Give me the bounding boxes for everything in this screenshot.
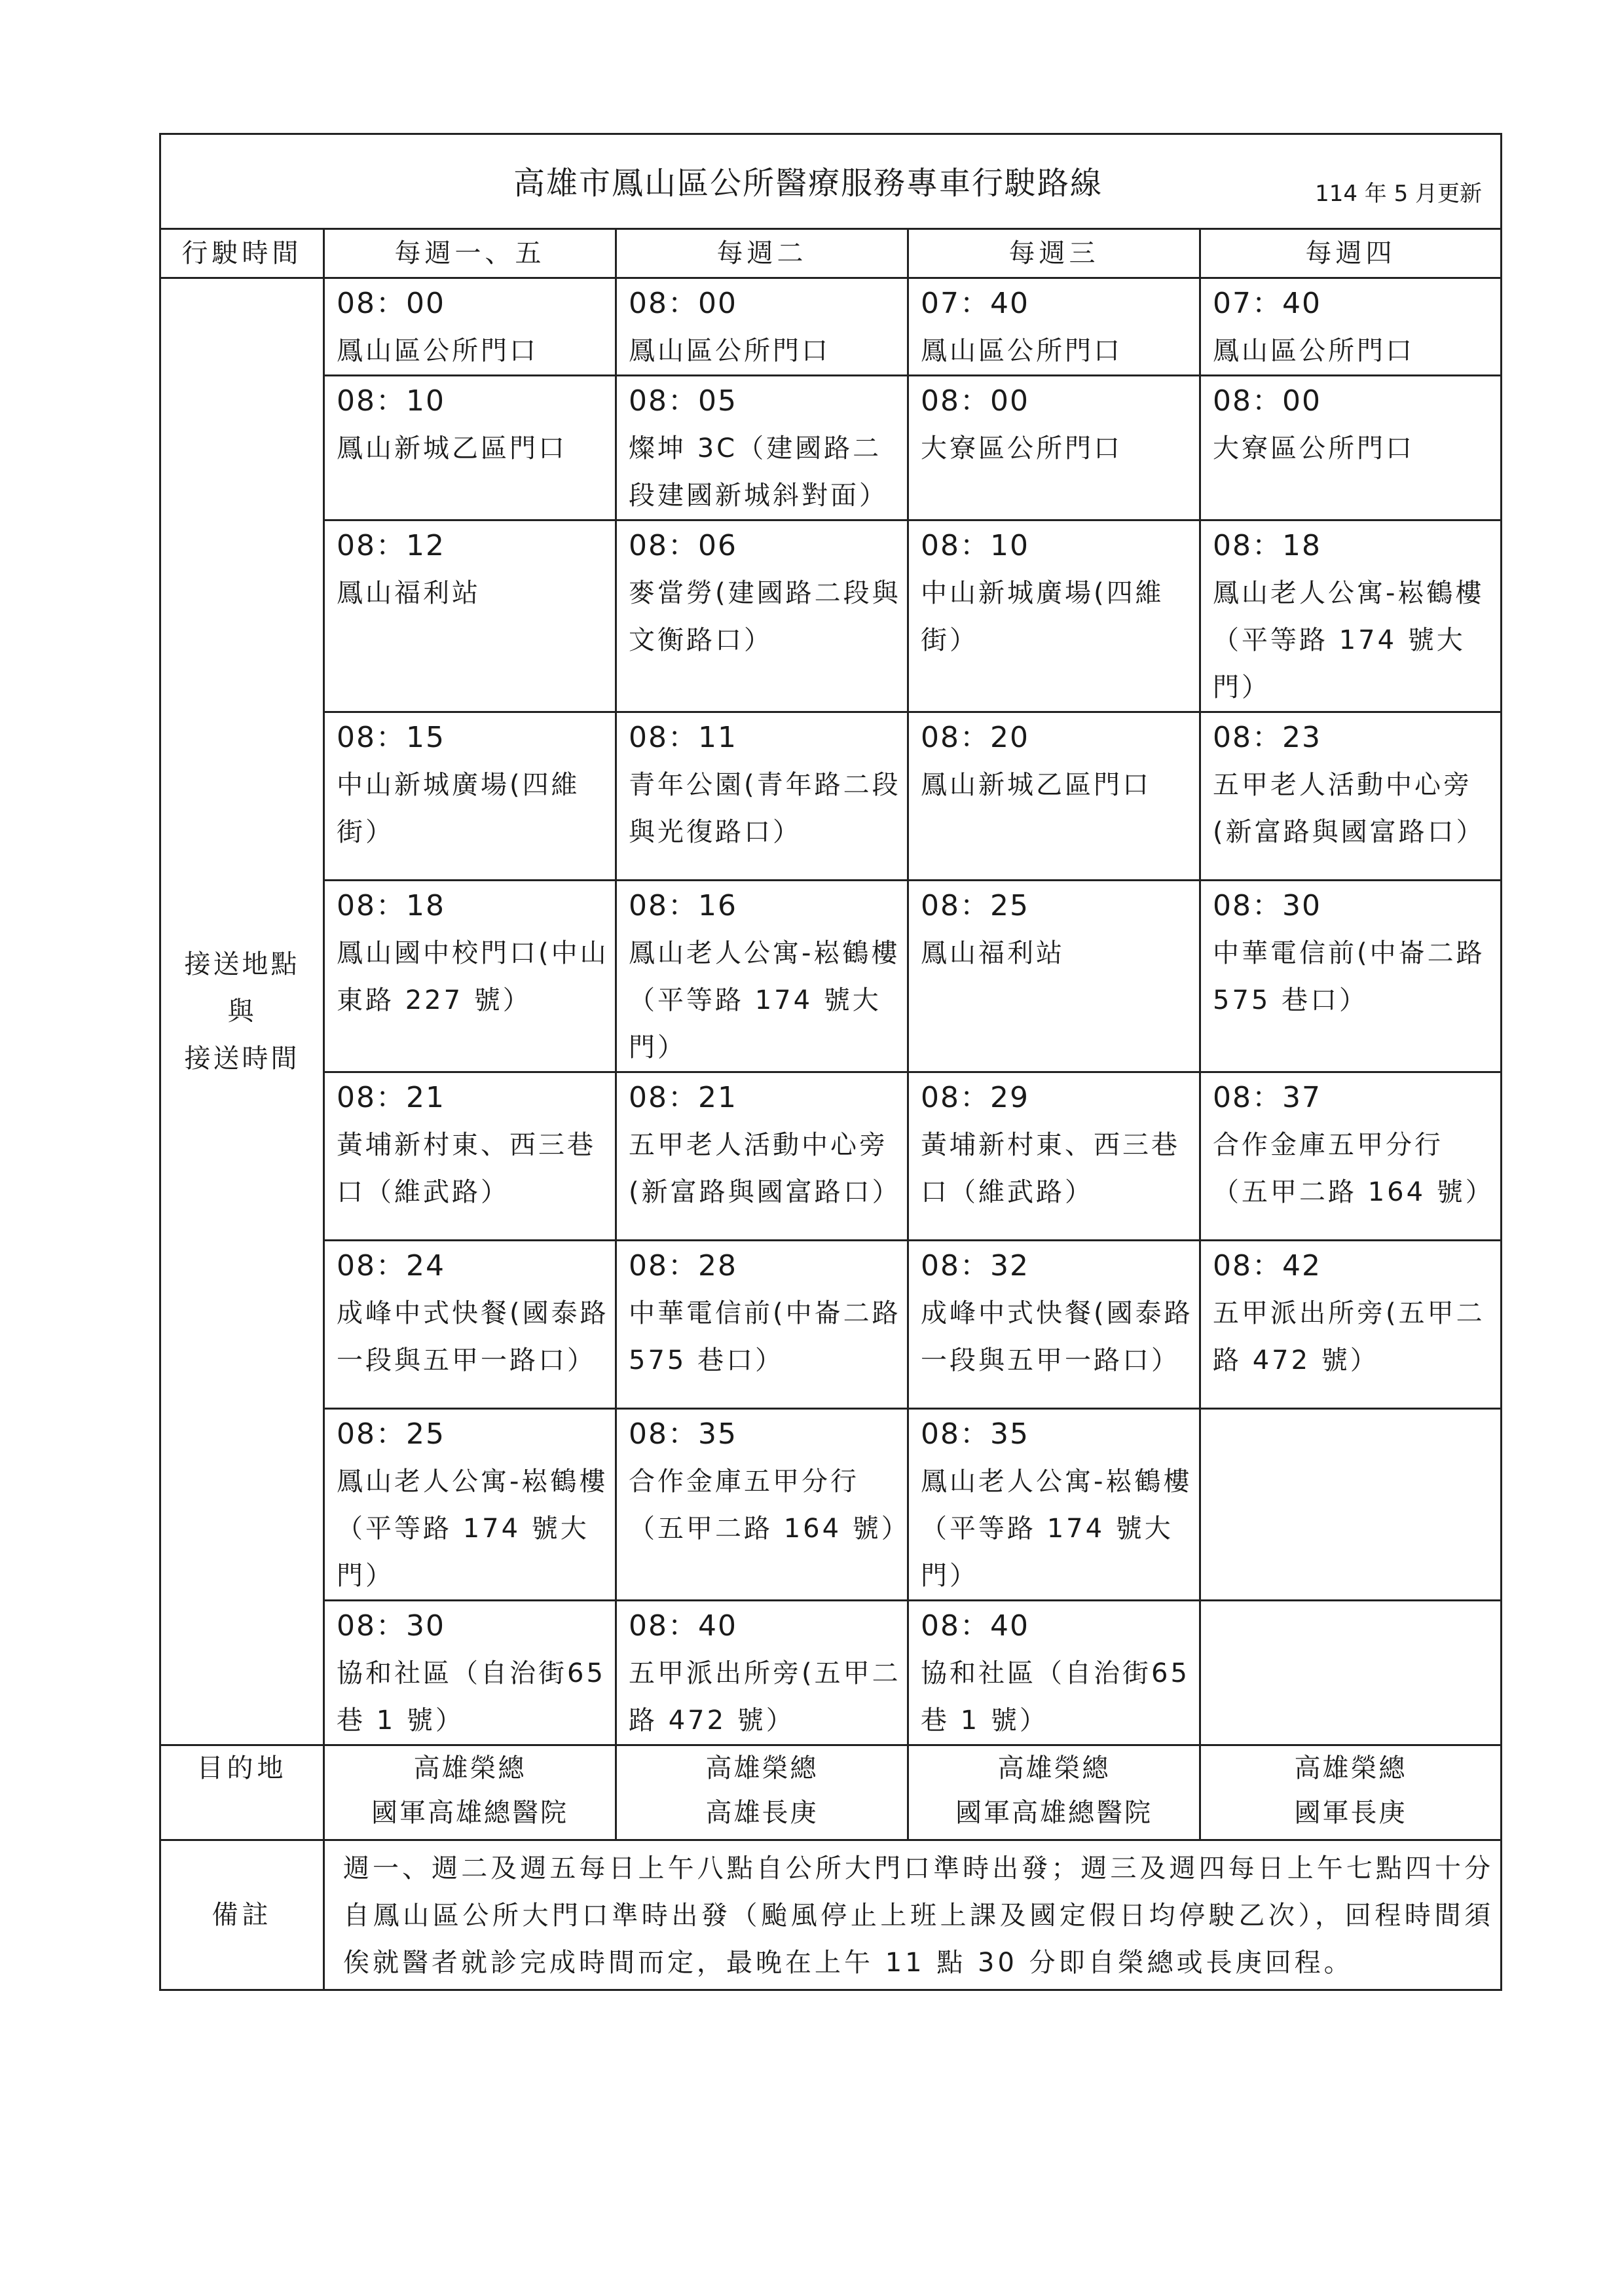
stop-location: 鳳山區公所門口 xyxy=(629,336,830,366)
schedule-row xyxy=(160,1601,1502,1745)
destination-cell-mon-fri xyxy=(324,1745,616,1840)
stop-time: 08：20 xyxy=(921,721,1029,754)
remarks-text: 週一、週二及週五每日上午八點自公所大門口準時出發；週三及週四每日上午七點四十分自鳳山區公所大門口準時出發（颱風停止上班上課及國定假日均停駛乙次），回程時間須俟就醫者就診完成時間而定，最晚在上午 11 點 30 分即自榮總或長庚回程。 xyxy=(324,1840,1502,1990)
stop-time: 08：30 xyxy=(337,1609,445,1643)
schedule-row xyxy=(160,1241,1502,1409)
stop-time: 08：15 xyxy=(337,721,445,754)
stop-location: 鳳山區公所門口 xyxy=(921,336,1122,366)
stop-cell-wed xyxy=(908,1601,1200,1745)
stop-cell-mon-fri xyxy=(324,1241,616,1409)
stop-time: 08：00 xyxy=(1213,384,1321,418)
stop-location: 大寮區公所門口 xyxy=(921,433,1122,464)
destination-cell-wed xyxy=(908,1745,1200,1840)
day-header-tue: 每週二 xyxy=(616,229,908,278)
stop-location: 中華電信前(中崙二路 575 巷口） xyxy=(629,1298,901,1376)
stop-time: 08：11 xyxy=(629,721,737,754)
day-header-thu: 每週四 xyxy=(1200,229,1502,278)
update-date: 114 年 5 月更新 xyxy=(1315,181,1483,207)
stop-cell-mon-fri xyxy=(324,520,616,712)
destination-hospital: 高雄長庚 xyxy=(705,1798,819,1828)
destination-cell-tue xyxy=(616,1745,908,1840)
schedule-row xyxy=(160,881,1502,1072)
schedule-row xyxy=(160,712,1502,881)
stop-cell-mon-fri xyxy=(324,1409,616,1601)
schedule-row xyxy=(160,376,1502,520)
stop-time: 08：18 xyxy=(1213,529,1321,562)
destination-hospital: 國軍高雄總醫院 xyxy=(955,1798,1153,1828)
stop-cell-tue xyxy=(616,520,908,712)
stop-location: 鳳山福利站 xyxy=(337,578,481,608)
stop-cell-thu xyxy=(1200,1072,1502,1241)
stop-cell-thu xyxy=(1200,1241,1502,1409)
stop-location: 五甲派出所旁(五甲二路 472 號） xyxy=(629,1658,901,1736)
stop-time: 07：40 xyxy=(921,287,1029,320)
stop-time: 08：25 xyxy=(337,1417,445,1451)
stop-location: 青年公園(青年路二段與光復路口） xyxy=(629,770,901,847)
stop-time: 08：05 xyxy=(629,384,737,418)
stop-location: 黃埔新村東、西三巷口（維武路） xyxy=(337,1130,596,1207)
stop-cell-mon-fri xyxy=(324,1601,616,1745)
day-header-mon-fri: 每週一、五 xyxy=(324,229,616,278)
stop-time: 08：18 xyxy=(337,889,445,922)
stop-time: 08：16 xyxy=(629,889,737,922)
stop-location: 五甲派出所旁(五甲二路 472 號） xyxy=(1213,1298,1485,1376)
destination-label: 目的地 xyxy=(160,1745,324,1840)
stop-cell-mon-fri xyxy=(324,1072,616,1241)
stop-location: 鳳山老人公寓-崧鶴樓（平等路 174 號大門） xyxy=(1213,578,1485,702)
stop-location: 中華電信前(中崙二路 575 巷口） xyxy=(1213,938,1485,1015)
stop-location: 鳳山老人公寓-崧鶴樓（平等路 174 號大門） xyxy=(921,1467,1192,1591)
stop-cell-tue xyxy=(616,1409,908,1601)
destination-hospital: 國軍高雄總醫院 xyxy=(371,1798,568,1828)
stop-time: 08：42 xyxy=(1213,1249,1321,1283)
stop-location: 燦坤 3C（建國路二段建國新城斜對面） xyxy=(629,433,888,511)
stop-location: 大寮區公所門口 xyxy=(1213,433,1414,464)
stop-location: 成峰中式快餐(國泰路一段與五甲一路口） xyxy=(337,1298,609,1376)
stop-cell-mon-fri xyxy=(324,712,616,881)
stop-location: 黃埔新村東、西三巷口（維武路） xyxy=(921,1130,1180,1207)
remarks-row xyxy=(160,1840,1502,1990)
stop-location: 合作金庫五甲分行（五甲二路 164 號） xyxy=(1213,1130,1494,1207)
stop-time: 08：23 xyxy=(1213,721,1321,754)
stop-cell-wed xyxy=(908,1409,1200,1601)
stop-time: 08：10 xyxy=(337,384,445,418)
stop-time: 08：28 xyxy=(629,1249,737,1283)
destination-hospital: 高雄榮總 xyxy=(413,1753,526,1783)
stop-location: 成峰中式快餐(國泰路一段與五甲一路口） xyxy=(921,1298,1193,1376)
destination-row xyxy=(160,1745,1502,1840)
stop-cell-tue xyxy=(616,881,908,1072)
stop-location: 鳳山區公所門口 xyxy=(1213,336,1414,366)
schedule-row xyxy=(160,1409,1502,1601)
stop-cell-mon-fri xyxy=(324,376,616,520)
stop-location: 合作金庫五甲分行（五甲二路 164 號） xyxy=(629,1467,910,1544)
stop-cell-thu xyxy=(1200,881,1502,1072)
stop-cell-tue xyxy=(616,1241,908,1409)
pickup-side-label xyxy=(160,278,324,1745)
stop-cell-thu xyxy=(1200,520,1502,712)
stop-location: 麥當勞(建國路二段與文衡路口） xyxy=(629,578,901,655)
stop-time: 08：06 xyxy=(629,529,737,562)
stop-location: 鳳山新城乙區門口 xyxy=(921,770,1151,800)
stop-location: 鳳山區公所門口 xyxy=(337,336,538,366)
stop-cell-thu xyxy=(1200,278,1502,376)
stop-location: 鳳山國中校門口(中山東路 227 號） xyxy=(337,938,609,1015)
day-header-wed: 每週三 xyxy=(908,229,1200,278)
stop-location: 協和社區（自治街65 巷 1 號） xyxy=(337,1658,606,1736)
stop-cell-mon-fri xyxy=(324,278,616,376)
stop-cell-wed xyxy=(908,278,1200,376)
stop-location: 鳳山老人公寓-崧鶴樓（平等路 174 號大門） xyxy=(629,938,900,1063)
stop-time: 08：00 xyxy=(921,384,1029,418)
stop-time: 08：32 xyxy=(921,1249,1029,1283)
schedule-row xyxy=(160,278,1502,376)
stop-cell-wed xyxy=(908,712,1200,881)
column-header-row xyxy=(160,229,1502,278)
stop-time: 08：40 xyxy=(629,1609,737,1643)
stop-cell-tue xyxy=(616,278,908,376)
stop-cell-tue xyxy=(616,1601,908,1745)
stop-cell-tue xyxy=(616,376,908,520)
stop-time: 08：12 xyxy=(337,529,445,562)
stop-cell-wed xyxy=(908,520,1200,712)
title-cell xyxy=(160,134,1502,229)
stop-time: 08：21 xyxy=(629,1081,737,1114)
stop-time: 08：25 xyxy=(921,889,1029,922)
stop-time: 08：35 xyxy=(629,1417,737,1451)
stop-time: 08：21 xyxy=(337,1081,445,1114)
stop-cell-tue xyxy=(616,1072,908,1241)
stop-time: 08：10 xyxy=(921,529,1029,562)
stop-location: 鳳山老人公寓-崧鶴樓（平等路 174 號大門） xyxy=(337,1467,608,1591)
stop-cell-wed xyxy=(908,376,1200,520)
stop-cell-wed xyxy=(908,881,1200,1072)
side-label-line: 與 xyxy=(227,996,257,1027)
stop-location: 中山新城廣場(四維街） xyxy=(337,770,580,847)
document-title: 高雄市鳳山區公所醫療服務專車行駛路線 xyxy=(513,165,1103,202)
stop-time: 08：24 xyxy=(337,1249,445,1283)
destination-cell-thu xyxy=(1200,1745,1502,1840)
row-label-header: 行駛時間 xyxy=(160,229,324,278)
stop-time: 07：40 xyxy=(1213,287,1321,320)
stop-cell-thu xyxy=(1200,1409,1502,1601)
stop-time: 08：35 xyxy=(921,1417,1029,1451)
stop-time: 08：37 xyxy=(1213,1081,1321,1114)
stop-time: 08：00 xyxy=(629,287,737,320)
route-table xyxy=(159,133,1502,1991)
remarks-label: 備註 xyxy=(160,1840,324,1990)
stop-cell-tue xyxy=(616,712,908,881)
stop-cell-wed xyxy=(908,1241,1200,1409)
stop-cell-thu xyxy=(1200,1601,1502,1745)
stop-time: 08：29 xyxy=(921,1081,1029,1114)
stop-cell-mon-fri xyxy=(324,881,616,1072)
destination-hospital: 高雄榮總 xyxy=(997,1753,1111,1783)
stop-location: 五甲老人活動中心旁(新富路與國富路口） xyxy=(1213,770,1485,847)
side-label-line: 接送地點 xyxy=(184,949,300,979)
schedule-row xyxy=(160,1072,1502,1241)
schedule-row xyxy=(160,520,1502,712)
stop-time: 08：00 xyxy=(337,287,445,320)
stop-cell-thu xyxy=(1200,376,1502,520)
stop-cell-wed xyxy=(908,1072,1200,1241)
stop-location: 五甲老人活動中心旁(新富路與國富路口） xyxy=(629,1130,901,1207)
stop-location: 鳳山新城乙區門口 xyxy=(337,433,567,464)
stop-location: 協和社區（自治街65 巷 1 號） xyxy=(921,1658,1190,1736)
title-row xyxy=(160,134,1502,229)
stop-location: 中山新城廣場(四維街） xyxy=(921,578,1164,655)
stop-time: 08：40 xyxy=(921,1609,1029,1643)
stop-time: 08：30 xyxy=(1213,889,1321,922)
destination-hospital: 高雄榮總 xyxy=(705,1753,819,1783)
stop-cell-thu xyxy=(1200,712,1502,881)
stop-location: 鳳山福利站 xyxy=(921,938,1065,968)
side-label-line: 接送時間 xyxy=(184,1044,300,1074)
destination-hospital: 高雄榮總 xyxy=(1294,1753,1407,1783)
destination-hospital: 國軍長庚 xyxy=(1294,1798,1407,1828)
